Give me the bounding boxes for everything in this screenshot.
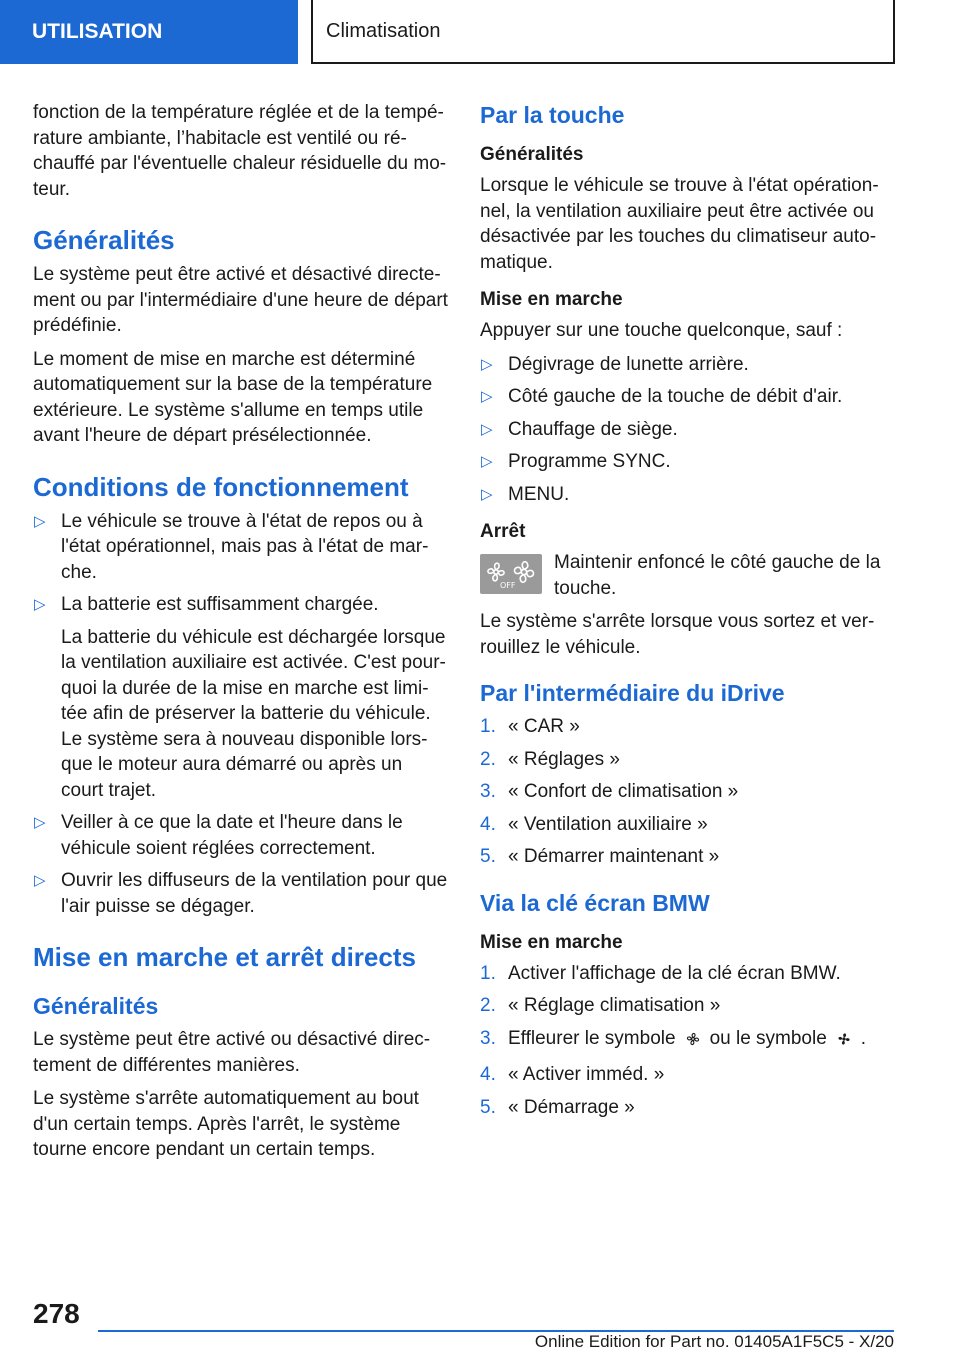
triangle-bullet-icon: ▷ [34,872,46,889]
cle-steps [480,961,890,1121]
exit-lock-text: Le système s'arrête lorsque vous sortez et verrouillez le véhicule. [480,611,875,658]
heading-generalites: Généralités [33,225,175,255]
list-item: ▷ La batterie est suffisamment chargée. La batterie du véhicule est déchargée lorsque la ventilation auxiliaire est activée. C'est pourquoi la durée de la mise en marche est limitée afin de préserver la batterie du véhicule. Le système sera à nouveau disponible lorsque le moteur aura démarré ou après un court trajet. [33,592,448,803]
exceptions-list [480,352,890,508]
list-item: 2. « Réglage climatisation » [480,995,721,1016]
subheading-generalites: Généralités [33,993,159,1019]
arret-instruction [480,550,890,601]
triangle-bullet-icon: ▷ [481,355,493,373]
battery-note: La batterie du véhicule est déchargée lorsque la ventilation auxiliaire est activée. C'est pourquoi la durée de la mise en marche est limitée afin de préserver la batterie du véhicule. Le système sera à nouveau disponible lorsque le moteur aura démarré ou après un court trajet. [61,626,446,801]
list-item: 4. « Activer imméd. » [480,1064,665,1085]
direct-paragraph-1: Le système peut être activé ou désactivé directement de différentes manières. [33,1029,431,1076]
heading-cle-ecran: Via la clé écran BMW [480,889,710,916]
page-number: 278 [33,1298,80,1329]
list-item: ▷ Veiller à ce que la date et l'heure dans le véhicule soient réglées correctement. [34,812,403,859]
right-column [480,100,890,1128]
list-item: 3. « Confort de climatisation » [480,781,739,802]
triangle-bullet-icon: ▷ [481,453,493,470]
list-item: ▷ Côté gauche de la touche de débit d'air. [480,384,890,410]
list-item: 4. « Ventilation auxiliaire » [480,813,708,835]
triangle-bullet-icon: ▷ [481,388,493,405]
list-item: 5. « Démarrer maintenant » [480,846,720,867]
intro-paragraph: fonction de la température réglée et de la température ambiante, l’habitacle est ventilé ou réchauffé par l'éventuelle chaleur résiduelle du moteur. [33,102,447,200]
conditions-list [33,509,448,920]
list-item: 5. « Démarrage » [480,1096,635,1118]
list-item: ▷ Le véhicule se trouve à l'état de repos ou à l'état opérationnel, mais pas à l'état de marche. [34,510,429,583]
generalites-paragraph-2: Le moment de mise en marche est déterminé automatiquement sur la base de la température extérieure. Le système s'allume en temps utile avant l'heure de départ présélectionnée. [33,348,433,446]
list-item: 1. Activer l'affichage de la clé écran BMW. [480,962,841,984]
fan-off-button-icon [480,554,542,594]
section-tab: UTILISATION [0,0,298,64]
fan-outline-icon [684,1030,702,1056]
edition-note: Online Edition for Part no. 01405A1F5C5 - X/20 [534,1332,894,1351]
list-item: ▷ Chauffage de siège. [480,417,890,443]
heading-idrive: Par l'intermédiaire du iDrive [480,680,785,706]
list-item: 2. « Réglages » [480,748,620,770]
triangle-bullet-icon: ▷ [34,512,46,530]
chapter-title: Climatisation [311,0,895,64]
fan-filled-icon [835,1030,853,1056]
mise-en-marche-text: Appuyer sur une touche quelconque, sauf : [480,320,843,341]
heading-par-la-touche: Par la touche [480,102,625,128]
svg-text:OFF: OFF [500,581,516,590]
triangle-bullet-icon: ▷ [481,420,493,438]
list-item: ▷ Programme SYNC. [480,449,890,475]
triangle-bullet-icon: ▷ [34,814,46,831]
triangle-bullet-icon: ▷ [34,596,46,613]
list-item: ▷ Dégivrage de lunette arrière. [480,352,890,378]
list-item: ▷ MENU. [480,482,890,508]
subheading-mise-en-marche: Mise en marche [480,289,623,310]
subheading-generalites: Généralités [480,144,584,165]
arret-text: Maintenir enfoncé le côté gauche de la touche. [554,552,881,599]
heading-direct: Mise en marche et arrêt directs [33,942,416,972]
left-column [33,100,448,1171]
idrive-steps [480,714,890,870]
direct-paragraph-2: Le système s'arrête automatiquement au bout d'un certain temps. Après l'arrêt, le système tourne encore pendant un certain temps. [33,1088,419,1160]
generalites-paragraph-1: Le système peut être activé et désactivé directement ou par l'intermédiaire d'une heure de départ prédéfinie. [33,264,448,336]
list-item: ▷ Ouvrir les diffuseurs de la ventilation pour que l'air puisse se dégager. [34,870,448,917]
page-header [0,0,960,66]
subheading-mise-en-marche: Mise en marche [480,931,623,953]
page-footer [0,1290,960,1362]
subheading-arret: Arrêt [480,521,526,542]
triangle-bullet-icon: ▷ [481,485,493,503]
heading-conditions: Conditions de fonctionnement [33,471,409,502]
list-item: 1. « CAR » [480,716,580,737]
list-item: 3. Effleurer le symbole ou le symbole . [480,1026,890,1056]
touche-generalites-text: Lorsque le véhicule se trouve à l'état opérationnel, la ventilation auxiliaire peut être activée ou désactivée par les touches du climatiseur automatique. [480,175,879,273]
